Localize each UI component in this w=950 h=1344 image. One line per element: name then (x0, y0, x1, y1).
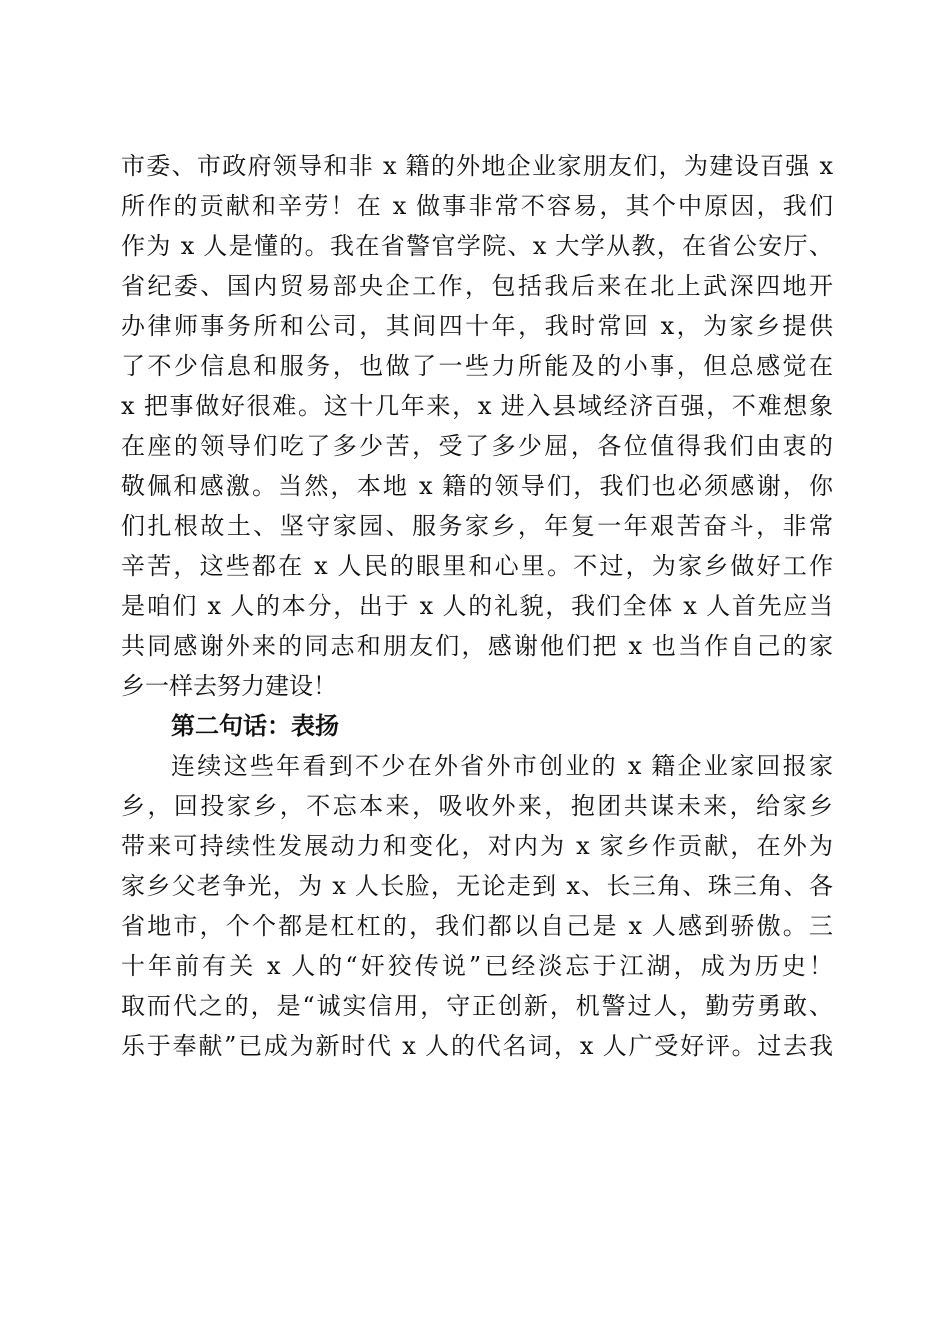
paragraph-2-line: 十年前有关 x 人的“奸狡传说”已经淡忘于江湖，成为历史！ (121, 952, 833, 980)
paragraph-2-line: 取而代之的，是“诚实信用，守正创新，机警过人，勤劳勇敢、 (121, 992, 833, 1020)
paragraph-1-line: 辛苦，这些都在 x 人民的眼里和心里。不过，为家乡做好工作 (121, 552, 833, 580)
paragraph-2-line: 乡，回投家乡，不忘本来，吸收外来，抱团共谋未来，给家乡 (121, 792, 833, 820)
paragraph-1-line: 在座的领导们吃了多少苦，受了多少屈，各位值得我们由衷的 (121, 432, 833, 460)
paragraph-1-line: 乡一样去努力建设！ (121, 672, 337, 700)
paragraph-2-line: 乐于奉献”已成为新时代 x 人的代名词，x 人广受好评。过去我 (121, 1032, 833, 1060)
paragraph-1-line: 是咱们 x 人的本分，出于 x 人的礼貌，我们全体 x 人首先应当 (121, 592, 833, 620)
paragraph-2-line: 连续这些年看到不少在外省外市创业的 x 籍企业家回报家 (171, 752, 833, 780)
paragraph-2-line: 带来可持续性发展动力和变化，对内为 x 家乡作贡献，在外为 (121, 832, 833, 860)
section-heading: 第二句话：表扬 (171, 711, 339, 740)
paragraph-1-line: 办律师事务所和公司，其间四十年，我时常回 x，为家乡提供 (121, 312, 833, 340)
paragraph-1-line: 所作的贡献和辛劳！在 x 做事非常不容易，其个中原因，我们 (121, 192, 833, 220)
paragraph-1-line: x 把事做好很难。这十几年来，x 进入县域经济百强，不难想象 (121, 392, 833, 420)
paragraph-1-line: 敬佩和感激。当然，本地 x 籍的领导们，我们也必须感谢，你 (121, 472, 833, 500)
paragraph-1-line: 市委、市政府领导和非 x 籍的外地企业家朋友们，为建设百强 x (121, 152, 833, 180)
paragraph-1-line: 了不少信息和服务，也做了一些力所能及的小事，但总感觉在 (121, 352, 833, 380)
paragraph-1-line: 省纪委、国内贸易部央企工作，包括我后来在北上武深四地开 (121, 272, 833, 300)
paragraph-2-line: 省地市，个个都是杠杠的，我们都以自己是 x 人感到骄傲。三 (121, 912, 833, 940)
paragraph-1-line: 作为 x 人是懂的。我在省警官学院、x 大学从教，在省公安厅、 (121, 232, 833, 260)
paragraph-2-line: 家乡父老争光，为 x 人长脸，无论走到 x、长三角、珠三角、各 (121, 872, 833, 900)
paragraph-1-line: 共同感谢外来的同志和朋友们，感谢他们把 x 也当作自己的家 (121, 632, 833, 660)
paragraph-1-line: 们扎根故土、坚守家园、服务家乡，年复一年艰苦奋斗，非常 (121, 512, 833, 540)
document-body (121, 146, 833, 1066)
